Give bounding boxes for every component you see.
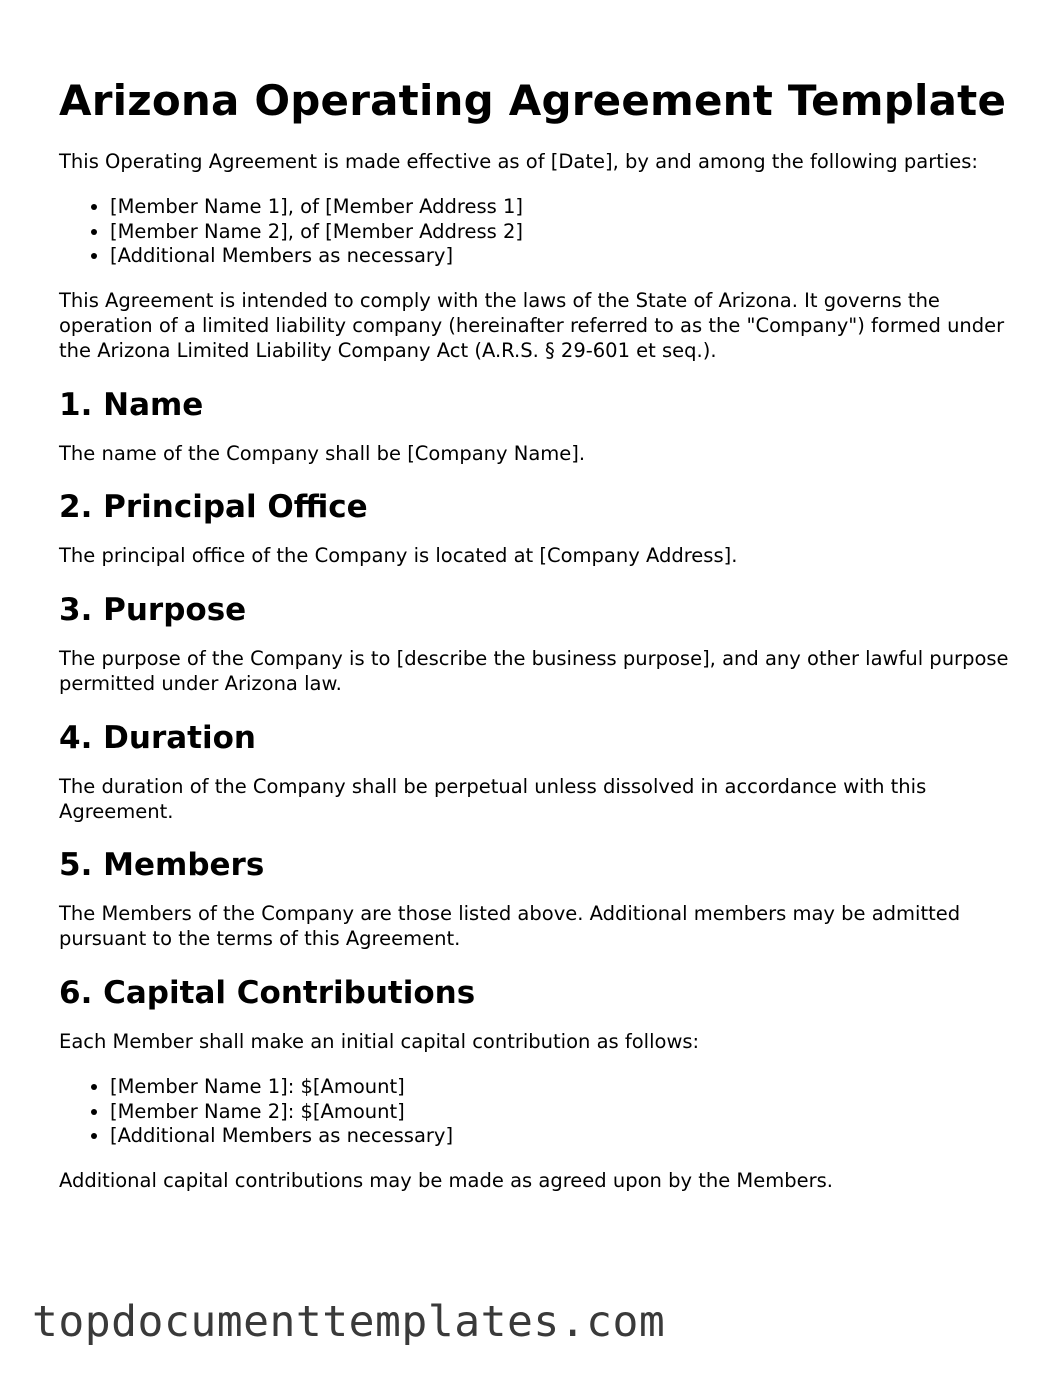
document-title: Arizona Operating Agreement Template <box>59 76 1007 125</box>
document-body <box>59 74 1019 1214</box>
intro-paragraph: This Operating Agreement is made effective as of [Date], by and among the following parties: <box>59 150 979 173</box>
section-text: The name of the Company shall be [Company Name]. <box>59 441 586 465</box>
section-text: Each Member shall make an initial capital contribution as follows: <box>59 1029 700 1053</box>
compliance-paragraph: This Agreement is intended to comply with the laws of the State of Arizona. It governs the operation of a limited liability company (hereinafter referred to as the "Company") formed under the Arizona Limited Liability Company Act (A.R.S. § 29-601 et seq.). <box>59 289 1005 362</box>
section-text: The purpose of the Company is to [describe the business purpose], and any other lawful purpose permitted under Arizona law. <box>59 647 1009 695</box>
list-item: • [Member Name 2]: $[Amount] <box>110 1100 1019 1125</box>
section-heading: 6. Capital Contributions <box>59 974 476 1011</box>
section-principal-office <box>59 488 1019 569</box>
section-heading: 4. Duration <box>59 719 256 756</box>
list-item: • [Member Name 1], of [Member Address 1] <box>110 195 1019 220</box>
list-item: • [Additional Members as necessary] <box>110 1124 1019 1149</box>
parties-list <box>59 195 1019 269</box>
contributions-list <box>59 1075 1019 1149</box>
list-item: • [Additional Members as necessary] <box>110 244 1019 269</box>
watermark: topdocumenttemplates.com <box>32 1297 666 1347</box>
section-heading: 3. Purpose <box>59 592 247 629</box>
section-members <box>59 846 1019 952</box>
section-heading: 5. Members <box>59 847 265 884</box>
section-text: The principal office of the Company is located at [Company Address]. <box>59 544 738 568</box>
section-text: The Members of the Company are those listed above. Additional members may be admitted pursuant to the terms of this Agreement. <box>59 902 961 951</box>
list-item: • [Member Name 1]: $[Amount] <box>110 1075 1019 1100</box>
section-text: The duration of the Company shall be perpetual unless dissolved in accordance with this Agreement. <box>59 774 927 823</box>
section-capital-contributions <box>59 974 1019 1194</box>
section-duration <box>59 719 1019 825</box>
section-footer-text: Additional capital contributions may be made as agreed upon by the Members. <box>59 1169 833 1193</box>
section-name <box>59 386 1019 467</box>
section-purpose <box>59 591 1019 697</box>
section-heading: 2. Principal Office <box>59 489 368 526</box>
list-item: • [Member Name 2], of [Member Address 2] <box>110 220 1019 245</box>
section-heading: 1. Name <box>59 386 204 423</box>
